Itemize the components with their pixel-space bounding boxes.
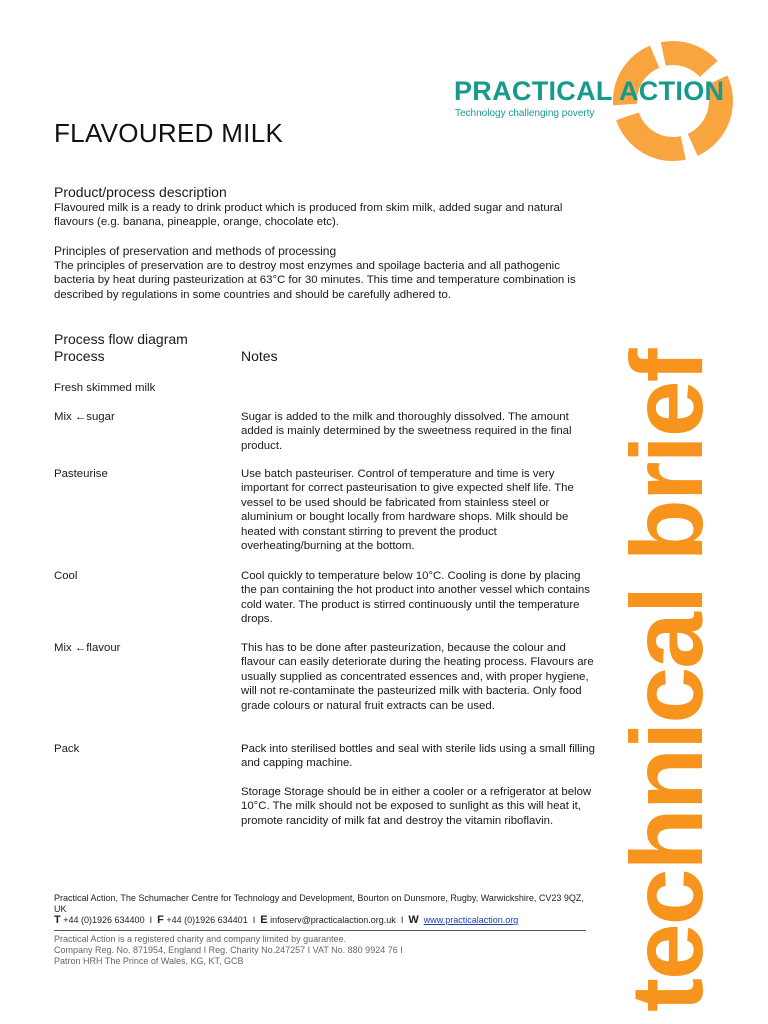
page-title: FLAVOURED MILK — [54, 118, 284, 148]
column-notes: Notes — [241, 348, 278, 364]
charity-statement: Practical Action is a registered charity and company limited by guarantee. — [54, 934, 347, 944]
step-process: Mix ←flavour — [54, 642, 121, 654]
step-process: Fresh skimmed milk — [54, 382, 156, 394]
separator: I — [400, 915, 404, 925]
registration-details: Company Reg. No. 871954, England I Reg. Charity No.247257 I VAT No. 880 9924 76 I — [54, 945, 403, 955]
step-process: Cool — [54, 570, 78, 582]
principles-section — [54, 244, 599, 302]
tel-number: +44 (0)1926 634400 — [63, 915, 145, 925]
fax-number: +44 (0)1926 634401 — [166, 915, 248, 925]
brand-name: PRACTICAL ACTION — [454, 76, 725, 106]
email-label: E — [260, 914, 268, 926]
patron-line: Patron HRH The Prince of Wales, KG, KT, GCB — [54, 956, 244, 966]
column-process: Process — [54, 348, 105, 364]
technical-brief-banner: technical brief — [610, 350, 724, 1012]
footer-divider — [54, 930, 586, 931]
flow-heading: Process flow diagram — [54, 331, 188, 347]
web-label: W — [408, 914, 419, 926]
step-note: Use batch pasteuriser. Control of temperature and time is very important for correct pasteurisation to give expected shelf life. The vessel to be used should be fabricated from stainless steel or aluminium or bought locally from hardware shops. Milk should be heated with constant stirring to prevent the product overheating/burning at the bottom. — [241, 468, 574, 553]
brand-tagline: Technology challenging poverty — [455, 108, 595, 119]
principles-text: The principles of preservation are to destroy most enzymes and spoilage bacteria and all pathogenic bacteria by heat during pasteurization at 63°C for 30 minutes. This time and temperature combination is described by regulations in some countries and should be carefully adhered to. — [54, 260, 576, 301]
step-note: Sugar is added to the milk and thoroughly dissolved. The amount added is mainly determined by the sweetness required in the final product. — [241, 411, 572, 452]
footer-contact — [54, 915, 594, 926]
footer — [54, 893, 594, 967]
tel-label: T — [54, 914, 61, 926]
step-process: Pasteurise — [54, 468, 108, 480]
email-address[interactable]: infoserv@practicalaction.org.uk — [270, 915, 396, 925]
footer-address: Practical Action, The Schumacher Centre for Technology and Development, Bourton on Dunsmore, Rugby, Warwickshire, CV23 9QZ, UK — [54, 893, 584, 914]
flow-heading-block — [54, 331, 599, 348]
step-note: Cool quickly to temperature below 10°C. Cooling is done by placing the pan containing the hot product into another vessel which contains cold water. The product is stirred continuously until the temperature drops. — [241, 570, 590, 626]
separator: I — [252, 915, 256, 925]
step-note: This has to be done after pasteurization, because the colour and flavour can easily deteriorate during the heating process. Flavours are usually supplied as concentrated essences and, with proper hygiene, will not re-contaminate the pasteurized milk with bacteria. Only food grade colours or natural fruit extracts can be used. — [241, 642, 594, 712]
principles-heading: Principles of preservation and methods of processing — [54, 244, 337, 258]
separator: I — [149, 915, 153, 925]
step-process: Pack — [54, 743, 80, 755]
step-note: Pack into sterilised bottles and seal with sterile lids using a small filling and capping machine. — [241, 743, 595, 770]
website-link[interactable]: www.practicalaction.org — [423, 915, 519, 925]
step-process: Mix ←sugar — [54, 411, 115, 423]
description-text: Flavoured milk is a ready to drink product which is produced from skim milk, added sugar and natural flavours (e.g. banana, pineapple, orange, chocolate etc). — [54, 202, 563, 229]
description-section — [54, 184, 599, 230]
description-heading: Product/process description — [54, 184, 227, 200]
storage-note: Storage Storage should be in either a cooler or a refrigerator at below 10°C. The milk should not be exposed to sunlight as this will heat it, promote rancidity of milk fat and destroy the vitamin riboflavin. — [241, 786, 592, 827]
fax-label: F — [157, 914, 164, 926]
